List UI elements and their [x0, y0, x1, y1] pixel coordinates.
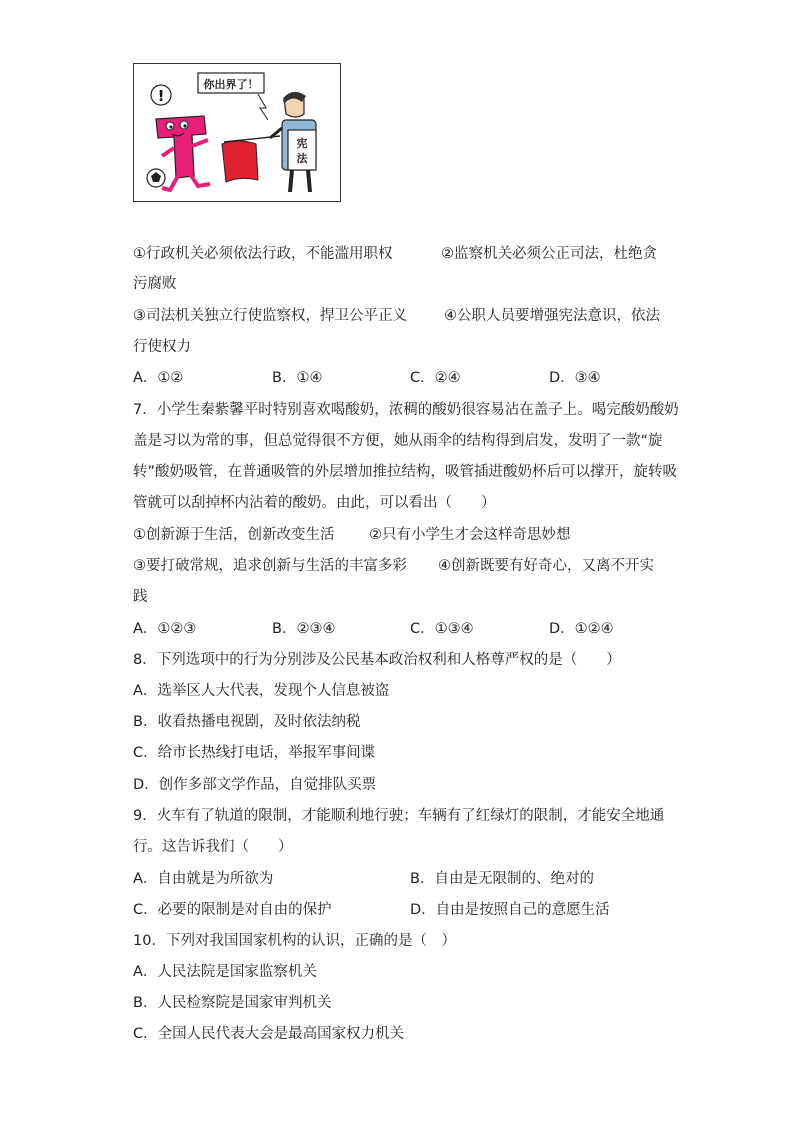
zigzag-mark	[258, 94, 268, 120]
q9-stem-line2: 行。这告诉我们（ ）	[133, 839, 293, 855]
q7-stem-line2: 盖是习以为常的事，但总觉得很不方便，她从雨伞的结构得到启发，发明了一款“旋	[133, 433, 663, 449]
q7-option-2: ②只有小学生才会这样奇思妙想	[369, 527, 571, 543]
q7-stem-line4: 管就可以刮掉杯内沾着的酸奶。由此，可以看出（ ）	[133, 495, 496, 511]
q7-option-4-cont: 践	[133, 589, 148, 605]
red-flag	[222, 136, 280, 182]
q7-stem-line3: 转”酸奶吸管，在普通吸管的外层增加推拉结构，吸管插进酸奶杯后可以撑开，旋转吸	[133, 464, 678, 480]
q9-option-c: C．必要的限制是对自由的保护	[133, 902, 332, 918]
soccer-ball-icon	[147, 169, 165, 187]
q6-option-4-cont: 行使权力	[133, 339, 191, 355]
q8-option-b: B．收看热播电视剧，及时依法纳税	[133, 714, 361, 730]
exclamation-text: !	[157, 87, 165, 105]
q7-option-3: ③要打破常规，追求创新与生活的丰富多彩	[133, 558, 407, 574]
q7-option-4: ④创新既要有好奇心，又离不开实	[438, 558, 654, 574]
q7-choice-c: C．①③④	[410, 621, 474, 637]
q7-stem-line1: 7．小学生秦紫馨平时特别喜欢喝酸奶，浓稠的酸奶很容易沾在盖子上。喝完酸奶酸奶	[133, 402, 679, 418]
q6-choice-b: B．①④	[272, 370, 323, 386]
q6-option-1: ①行政机关必须依法行政，不能滥用职权	[133, 246, 393, 262]
speech-sign-text: 你出界了！	[203, 78, 259, 91]
cartoon-illustration	[133, 63, 341, 202]
q10-option-b: B．人民检察院是国家审判机关	[133, 995, 332, 1011]
q6-option-2: ②监察机关必须公正司法，杜绝贪	[441, 246, 657, 262]
q6-option-2-cont: 污腐败	[133, 276, 177, 292]
referee-person	[270, 92, 316, 192]
q10-stem: 10．下列对我国国家机构的认识，正确的是（ ）	[133, 933, 456, 949]
q6-option-4: ④公职人员要增强宪法意识，依法	[444, 308, 660, 324]
q8-option-d: D．创作多部文学作品，自觉排队买票	[133, 777, 377, 793]
q9-option-a: A．自由就是为所欲为	[133, 871, 274, 887]
q7-choice-a: A．①②③	[133, 621, 197, 637]
q6-option-3: ③司法机关独立行使监察权，捍卫公平正义	[133, 308, 407, 324]
board-text-line1: 宪	[296, 137, 308, 150]
q9-option-b: B．自由是无限制的、绝对的	[410, 871, 594, 887]
cartoon-drawing	[134, 64, 340, 201]
q6-choice-d: D．③④	[549, 370, 601, 386]
q7-choice-d: D．①②④	[549, 621, 614, 637]
q10-option-c: C．全国人民代表大会是最高国家权力机关	[133, 1026, 405, 1042]
q8-option-c: C．给市长热线打电话，举报军事间谍	[133, 745, 376, 761]
q8-stem: 8．下列选项中的行为分别涉及公民基本政治权利和人格尊严权的是（ ）	[133, 652, 621, 668]
q7-option-1: ①创新源于生活，创新改变生活	[133, 527, 335, 543]
board-text-line2: 法	[296, 152, 308, 165]
q6-choice-c: C．②④	[410, 370, 461, 386]
q10-option-a: A．人民法院是国家监察机关	[133, 964, 317, 980]
q9-stem-line1: 9．火车有了轨道的限制，才能顺利地行驶；车辆有了红绿灯的限制，才能安全地通	[133, 808, 665, 824]
q7-choice-b: B．②③④	[272, 621, 336, 637]
q6-choice-a: A．①②	[133, 370, 184, 386]
q8-option-a: A．选举区人大代表，发现个人信息被盗	[133, 683, 390, 699]
q9-option-d: D．自由是按照自己的意愿生活	[410, 902, 610, 918]
